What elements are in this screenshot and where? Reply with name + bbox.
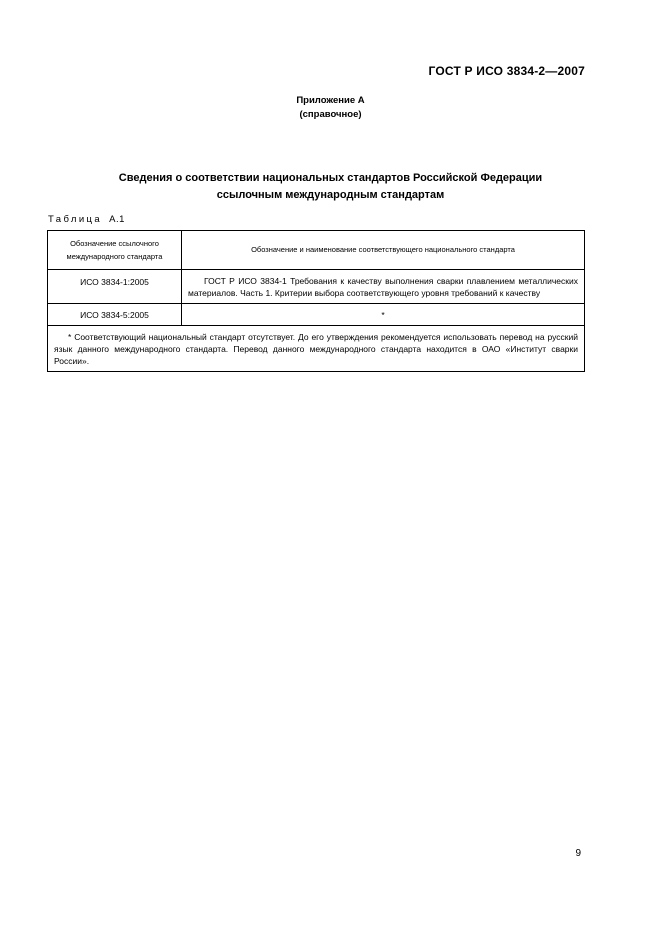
- section-title: [0, 170, 661, 204]
- table-row: [48, 304, 585, 326]
- table-footnote-text: * Соответствующий национальный стандарт отсутствует. До его утверждения рекомендуется использовать перевод на русский язык данного международного стандарта. Перевод данного международного стандарта находится в ОАО «Институт сварки России».: [54, 332, 578, 366]
- table-row: [48, 270, 585, 304]
- table-caption-number: А.1: [109, 214, 125, 225]
- appendix-title: Приложение А: [296, 95, 365, 106]
- header-col1-line2: международного стандарта: [66, 252, 163, 261]
- reference-table: [47, 230, 585, 372]
- section-title-line1: Сведения о соответствии национальных стандартов Российской Федерации: [118, 172, 543, 184]
- table-header-row: [48, 231, 585, 270]
- header-col-national: Обозначение и наименование соответствующего национального стандарта: [182, 231, 585, 270]
- row-description: [182, 270, 585, 304]
- row-description-text: ГОСТ Р ИСО 3834-1 Требования к качеству выполнения сварки плавлением металлических материалов. Часть 1. Критерии выбора соответствующего уровня требований к качеству: [188, 276, 578, 298]
- standard-code: ГОСТ Р ИСО 3834-2—2007: [428, 64, 585, 78]
- header-col-international: [48, 231, 182, 270]
- appendix-heading: [0, 94, 661, 122]
- table-footnote: [48, 326, 585, 372]
- page-number: 9: [575, 848, 581, 859]
- table-footnote-row: [48, 326, 585, 372]
- row-description-star: *: [182, 304, 585, 326]
- header-col1-line1: Обозначение ссылочного: [70, 239, 159, 248]
- table-caption: [48, 214, 125, 225]
- row-code: ИСО 3834-5:2005: [48, 304, 182, 326]
- section-title-line2: ссылочным международным стандартам: [216, 189, 445, 201]
- table-caption-label: Таблица: [48, 214, 103, 225]
- appendix-subtitle: (справочное): [299, 109, 362, 120]
- row-code: ИСО 3834-1:2005: [48, 270, 182, 304]
